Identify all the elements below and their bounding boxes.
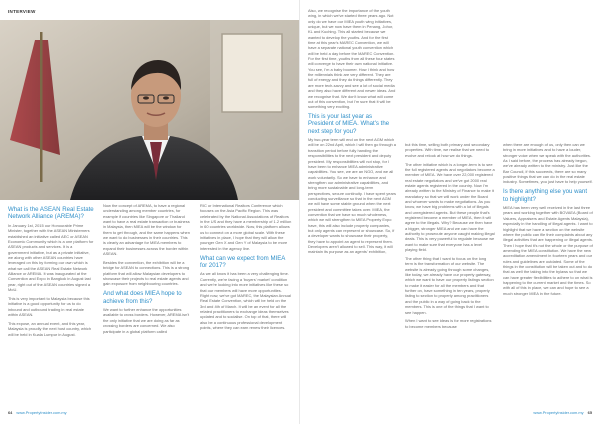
right-footer: [533, 410, 592, 415]
left-column-1: [8, 203, 94, 341]
right-column-2: [405, 142, 495, 333]
body-paragraph: when there are enough of us, only then can we bring in more initiatives and to have a louder, stronger voice when we speak with the authorities. As I said before, the process has already begun, we've already written to the ministry. Just like the Bar Council, if this succeeds, there are so many positive things that we can do in the real estate industry. Sometimes, you just have to help yourself.: [503, 142, 593, 185]
section-label: INTERVIEW: [8, 9, 36, 14]
left-column-2: [103, 203, 191, 337]
body-paragraph: This expose, an annual event, and this year, Malaysia is proudly the next host country, which will be held in Kuala Lumpur in August.: [8, 321, 92, 337]
question-heading: What can we expect from MIEA for 2017?: [200, 254, 286, 269]
body-paragraph: We want to further enhance the opportunities available to cross borders. However, AREMA isn't the only initiative that we are doing as far as crossing borders are concerned. We also participate in a global platform called: [103, 307, 190, 334]
website-url: www.PropertyInsider.com.my: [533, 410, 584, 415]
left-column-3: [200, 203, 292, 334]
body-paragraph: The other thing that I want to focus on the long term is the transformation of our website. The website is already going through some changes, like today, we already have our property gateway, which we want to have our property listings section to make it easier for all the members and that further on, have something in ten years, properly listing to section to properly among practitioners and the public in a way of going back to the members. This is one of the things that I want to see happen.: [405, 256, 494, 315]
interview-photo: [0, 20, 300, 200]
body-paragraph: As we all know it has been a very challenging time. Currently, we're facing a 'buyers' market' condition and we're looking into more initiatives like these so that our members will have more opportunities. Right now, we've got MAREC, the Malaysian Annual Real Estate Convention, which will be held on the 3rd and 4th of March. It will be an event for all the related practitioners to exchange ideas themselves updated and to socialise. On top of that, there will also be a continuous professional development points, where they can earn renew their licences.: [200, 271, 291, 330]
question-heading: And what does MIEA hope to achieve from this?: [103, 290, 182, 305]
question-heading: This is your last year as President of MIEA. What's the next step for you?: [308, 113, 390, 135]
body-paragraph: MIEA has been very well received in the last three years and working together with BOVAEA (Board of Valuers, Appraisers and Estate Agents Malaysia), especially in the handling of illegal agents. I want to highlight that we have a section on the website where the public can file their complaints about any illegal activities that are happening or illegal agents. Then I hope that it's not the whole or the purpose of amending the MIEA constitution. We have the new accreditation amendment in fourteen years and our rules and guidelines are outdated. Some of the things in the constitution will be taken out and to do that as well the taking into the bylaws so that we can have greater flexibilities to adhere to on what is happening to the current market and the times. So with all of this in place, we can and hope to see a much stronger MIEA in the future.: [503, 205, 593, 296]
right-column-1: [308, 8, 396, 258]
body-paragraph: This is very important to Malaysia because this initiative is a good opportunity for us to do inbound and outbound trading in real estate within ASEAN.: [8, 296, 90, 318]
photo-illustration: [0, 20, 300, 200]
website-url: www.PropertyInsider.com.my: [16, 410, 67, 415]
body-paragraph: Also, we recognise the importance of the youth wing, in which we've started three years ago. Not only do we have our MIEA youth wing initiatives, unique, but we now have them in Penang, Johor, KL and Kuching. This all started because we wanted to develop the youths. And for the first time at this year's MAREC Convention, we will have a separate national youth convention which will be held a day before the MAREC Convention. For the first time, youths from all these four states will converge to have their own national initiative. You see, I'm a baby boomer. How I think and how the millennials think are very different. They are full of energy and they do things differently. They are more tech-savvy and see a lot of social media and they also have different and newer ideas. And we recognise that. We don't know what will come out of this convention, but I'm sure that it will be something very exciting.: [308, 8, 396, 110]
right-column-3: [503, 142, 593, 300]
page-number: 65: [587, 410, 592, 415]
question-heading: What is the ASEAN Real Estate Network Alliance (AREMA)?: [8, 206, 94, 221]
body-paragraph: In January 1st, 2015 our Honourable Prime Minister, together with the ASEAN Ministerners established an initiative called AEC or ASEAN Economic Community which is a one platform for ASEAN products and services. It is a government initiative, but as a private initiative, we along with other ASEAN countries have leveraged on this by forming our own which is what we call the ASEAN Real Estate Network Alliance or AREMA. It was inaugurated at the Convention and Expo in Bangkok in August last year, right out of the ASEAN countries signed a MoU.: [8, 222, 94, 293]
body-paragraph: The other initiative which is a longer-term is to see the full registered agents and negotiators become a member of MIEA. We have over 22,000 registered real estate negotiators and we've got 2000 real estate agents registered in the country. Now I'm already written to the Ministry of Finance to make it mandatory so that we will work under the Board and whoever wants to make negotiations. As you know, we have big problems with a lot of illegals and unregistered agents. But these people that's registered become a member of MIEA, then it will agree to the illegals. Why? Because we then have a bigger, stronger MIEA and we can have the authority to prosecute anyone caught making illegal deals. This is very powerful to regulate because we want to make sure that everyone has a level playing field.: [405, 161, 495, 253]
body-paragraph: but this time, selling both primary and secondary properties. With time, we realise that we need to evolve and relook at how we do things.: [405, 142, 490, 158]
question-heading: Is there anything else you want to highlight?: [503, 188, 588, 203]
body-paragraph: My two-year term will end on the next AGM which will be on 22nd April, which I will then go through a transition period before fully handing the responsibilities to the next president and deputy president. My responsibilities will not stop, for I have been to enhance MIEA administrative capabilities. You see, we are an NGO, and we all work voluntarily. So we have to enhance and strengthen our administrative capabilities, and bring more sustainable and long-term perspectives, secure continuity. I have spent years conducting surveillance so that in the next AGM we will have some stable ground when the next president and committee takes over. MIEA, the convention that we have so much wholeness, which we will strengthen to MIEA Property Expo have, this will also include property companies, but only agents can represent or showcase. So, if a developer wants to showcase their property, they have to appoint an agent to represent them. Developers aren't allowed to sell. This way, it will maintain its purpose as an agents' exhibition,: [308, 137, 396, 255]
body-paragraph: Besides the convention, the exhibition will be a bridge for ASEAN to connections. This is a strong platform that will allow Malaysian developers to showcase their projects to real estate agents and gain exposure from neighbouring countries.: [103, 260, 190, 287]
body-paragraph: When I want to see ideas is for more registrations to become members because: [405, 318, 492, 329]
body-paragraph: Now the concept of AREMA, to have a regional understanding among member countries, for example if countries like Singapore or Thailand want to have a real estate transaction or business in Malaysia, then MIEA will be the window for them to get through, and the same happens when we want to do businesses in their countries. This is clearly an advantage for MIEA members to expand their businesses across the border within ASEAN.: [103, 203, 190, 257]
right-page: [300, 0, 600, 424]
body-paragraph: RIC or International Realtors Conference which focuses on the Asia Pacific Region. This was celebrated by the National Associations of Realtors in the US and they have a membership of 1.2 million in 60 countries worldwide. Now, this platform allows us to connect on a more global scale. With these initiatives in place, I hope that they will allow the younger Gen X and Gen Y of Malaysia to be more interested in the agency line.: [200, 203, 292, 251]
left-footer: [8, 410, 67, 415]
page-number: 64: [8, 410, 13, 415]
